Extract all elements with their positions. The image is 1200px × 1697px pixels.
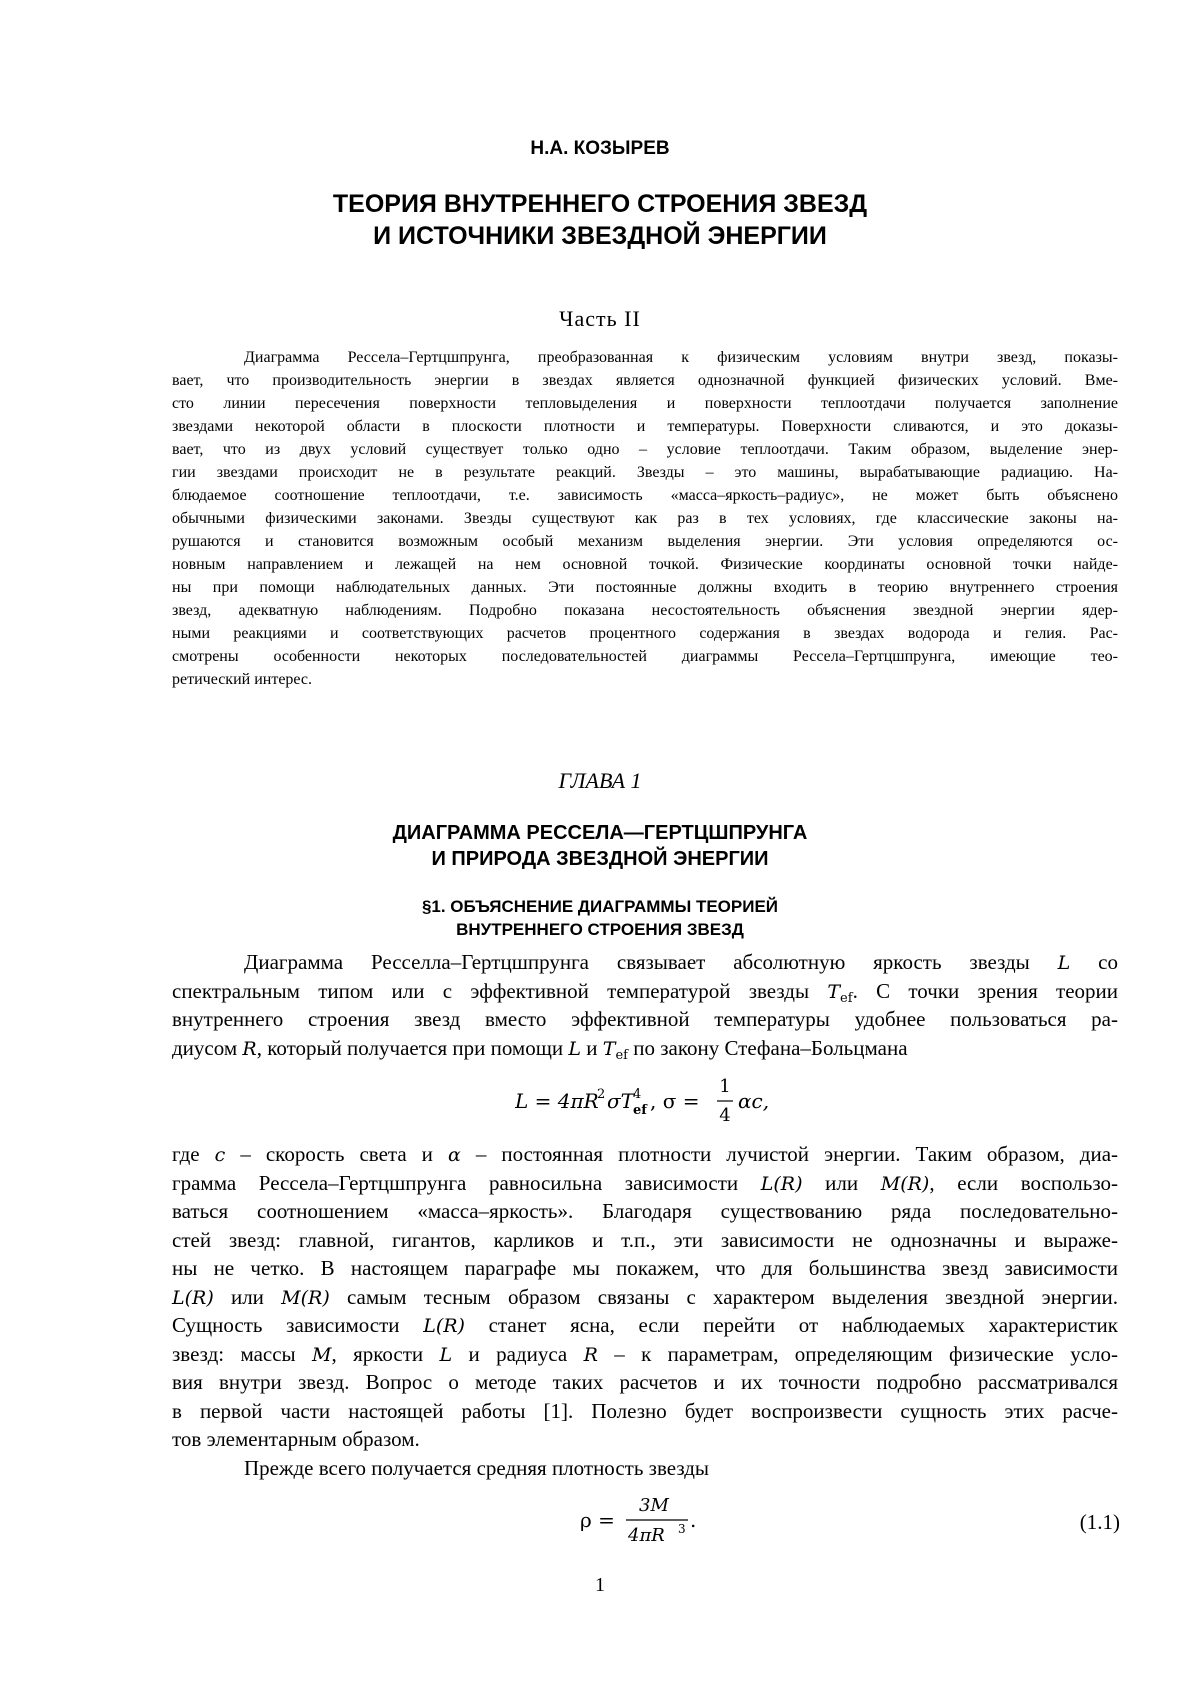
text-run: , который получается при помощи <box>256 1035 569 1060</box>
math-symbol: L <box>1057 952 1071 974</box>
paragraph-2 <box>172 1140 1118 1454</box>
text-run: – к параметрам, определяющим физические усло- <box>597 1341 1118 1366</box>
formula-period: . <box>690 1508 697 1532</box>
math-symbol: L(R) <box>760 1172 803 1195</box>
formula-superscript: 2 <box>597 1087 606 1102</box>
abstract-line: звездами некоторой области в плоскости плотности и температуры. Поверхности сливаются, и это доказы- <box>172 418 1118 435</box>
abstract-line: Диаграмма Рессела–Гертцшпрунга, преобразованная к физическим условиям внутри звезд, показы- <box>244 349 1118 366</box>
section-title-line-1: §1. ОБЪЯСНЕНИЕ ДИАГРАММЫ ТЕОРИЕЙ <box>421 897 779 916</box>
part-heading: Часть II <box>559 306 641 331</box>
section-title-line-2: ВНУТРЕННЕГО СТРОЕНИЯ ЗВЕЗД <box>456 920 744 939</box>
text-line: тов элементарным образом. <box>172 1427 420 1451</box>
text-run: станет ясна, если перейти от наблюдаемых характеристик <box>464 1313 1119 1337</box>
abstract-line: смотрены особенности некоторых последовательностей диаграммы Рессела–Гертцшпрунга, имеющие тео- <box>172 648 1118 665</box>
abstract-line: вает, что из двух условий существует только одно – условие теплоотдачи. Таким образом, выделение энер- <box>172 441 1118 458</box>
chapter-label: ГЛАВА 1 <box>558 768 642 793</box>
text-run: со <box>1070 950 1118 974</box>
math-symbol: M(R) <box>880 1172 930 1195</box>
math-subscript: ef <box>840 990 853 1006</box>
text-line <box>172 1034 1118 1063</box>
page-number: 1 <box>595 1574 605 1596</box>
text-line: вия внутри звезд. Вопрос о методе таких расчетов и их точности подробно рассматривался <box>172 1370 1118 1394</box>
text-run: где <box>172 1142 215 1166</box>
text-run: Диаграмма Ресселла–Гертцшпрунга связывает абсолютную яркость звезды <box>244 950 1058 974</box>
chapter-title <box>0 820 1200 872</box>
text-run: звезд: массы <box>172 1341 313 1366</box>
abstract-line: ны при помощи наблюдательных данных. Эти постоянные должны входить в теорию внутреннего строения <box>172 579 1118 596</box>
abstract-line: ретический интерес. <box>172 671 313 688</box>
math-symbol: L(R) <box>423 1315 465 1337</box>
paper-title-line-1: ТЕОРИЯ ВНУТРЕННЕГО СТРОЕНИЯ ЗВЕЗД <box>332 190 868 218</box>
math-symbol: R <box>242 1037 257 1060</box>
formula-sigma-t: σT <box>607 1089 634 1113</box>
formula-separator: , σ = <box>650 1089 700 1113</box>
paragraph-1 <box>172 948 1118 1062</box>
math-symbol: α <box>447 1144 461 1166</box>
fraction-numerator: 1 <box>719 1076 731 1097</box>
section-title <box>0 895 1200 941</box>
math-symbol: L(R) <box>172 1286 214 1309</box>
text-line <box>172 1283 1118 1312</box>
equation-number: (1.1) <box>1079 1510 1120 1534</box>
density-formula <box>580 1491 720 1551</box>
math-symbol: T <box>827 980 841 1003</box>
fraction-denominator: 4 <box>719 1105 731 1124</box>
formula-superscript: 4 <box>633 1087 642 1102</box>
abstract-line: новным направлением и лежащей на нем основной точкой. Физические координаты основной точки найде- <box>172 556 1118 573</box>
text-run: . С точки зрения теории <box>852 978 1119 1003</box>
text-run: – скорость света и <box>225 1142 448 1166</box>
abstract-line: блюдаемое соотношение теплоотдачи, т.е. зависимость «масса–яркость–радиус», не может быть объяснено <box>172 487 1118 504</box>
text-line <box>172 1140 1118 1169</box>
formula-superscript: 3 <box>678 1522 686 1536</box>
formula-lhs: L = 4πR <box>515 1089 599 1113</box>
fraction-numerator: 3M <box>639 1495 669 1516</box>
text-run: , если воспользо- <box>929 1170 1118 1195</box>
paper-title-line-2: И ИСТОЧНИКИ ЗВЕЗДНОЙ ЭНЕРГИИ <box>373 222 827 250</box>
text-line: внутреннего строения звезд вместо эффективной температуры удобнее пользоваться ра- <box>172 1007 1118 1031</box>
text-line <box>172 977 1118 1006</box>
text-run: самым тесным образом связаны с характером выделения звездной энергии. <box>329 1284 1118 1309</box>
paper-title <box>0 188 1200 252</box>
text-run: , яркости <box>331 1341 440 1366</box>
abstract-line: обычными физическими законами. Звезды существуют как раз в тех условиях, где классические законы на- <box>172 510 1118 527</box>
stefan-boltzmann-formula <box>515 1074 815 1124</box>
text-run: по закону Стефана–Больцмана <box>627 1035 908 1060</box>
text-run: и радиуса <box>452 1341 584 1366</box>
math-symbol: L <box>439 1343 453 1366</box>
text-line: ны не четко. В настоящем параграфе мы покажем, что для большинства звезд зависимости <box>172 1256 1118 1280</box>
chapter-title-line-2: И ПРИРОДА ЗВЕЗДНОЙ ЭНЕРГИИ <box>431 848 769 870</box>
text-run: – постоянная плотности лучистой энергии. Таким образом, диа- <box>460 1142 1119 1166</box>
formula-tail: αc, <box>738 1089 770 1113</box>
math-symbol: M <box>312 1343 332 1366</box>
math-symbol: L <box>568 1037 582 1060</box>
text-run: спектральным типом или с эффективной температурой звезды <box>172 978 828 1003</box>
math-symbol: T <box>602 1037 616 1060</box>
paragraph-3 <box>172 1454 1118 1483</box>
text-line: Прежде всего получается средняя плотность звезды <box>244 1456 710 1480</box>
text-run: диусом <box>172 1035 243 1060</box>
text-run: или <box>802 1170 881 1195</box>
text-run: грамма Рессела–Гертцшпрунга равносильна зависимости <box>172 1170 761 1195</box>
abstract-line: звезд, адекватную наблюдениям. Подробно показана несостоятельность объяснения звездной энергии ядер- <box>172 602 1118 619</box>
text-line <box>172 1311 1118 1340</box>
math-symbol: R <box>583 1343 598 1366</box>
formula-lhs: ρ = <box>580 1508 615 1532</box>
author-name: Н.А. КОЗЫРЕВ <box>530 138 670 159</box>
text-run: или <box>213 1284 282 1309</box>
text-run: и <box>581 1035 603 1060</box>
math-subscript: ef <box>615 1047 628 1063</box>
abstract-line: вает, что производительность энергии в звездах является однозначной функцией физических условий. Вме- <box>172 372 1118 389</box>
math-symbol: M(R) <box>281 1286 330 1309</box>
text-run: Сущность зависимости <box>172 1313 424 1337</box>
text-line: ваться соотношением «масса–яркость». Благодаря существованию ряда последовательно- <box>172 1199 1118 1223</box>
math-symbol: c <box>214 1144 226 1166</box>
text-line: стей звезд: главной, гигантов, карликов и т.п., эти зависимости не однозначны и выраже- <box>172 1227 1118 1252</box>
text-line <box>172 1169 1118 1198</box>
fraction-denominator: 4πR <box>628 1525 665 1546</box>
abstract-line: рушаются и становится возможным особый механизм выделения энергии. Эти условия определяются ос- <box>172 533 1118 550</box>
text-line <box>172 1340 1118 1369</box>
abstract-line: гии звездами происходит не в результате реакций. Звезды – это машины, вырабатывающие радиацию. На- <box>172 464 1118 481</box>
abstract-line: ными реакциями и соответствующих расчетов процентного содержания в звездах водорода и гелия. Рас- <box>172 625 1118 642</box>
abstract-line: сто линии пересечения поверхности тепловыделения и поверхности теплоотдачи получается заполнение <box>172 395 1118 412</box>
abstract <box>172 346 1118 691</box>
formula-subscript: ef <box>633 1103 647 1118</box>
text-line: в первой части настоящей работы [1]. Полезно будет воспроизвести сущность этих расче- <box>172 1398 1118 1423</box>
chapter-title-line-1: ДИАГРАММА РЕССЕЛА—ГЕРТЦШПРУНГА <box>392 822 808 844</box>
text-line <box>172 948 1118 977</box>
